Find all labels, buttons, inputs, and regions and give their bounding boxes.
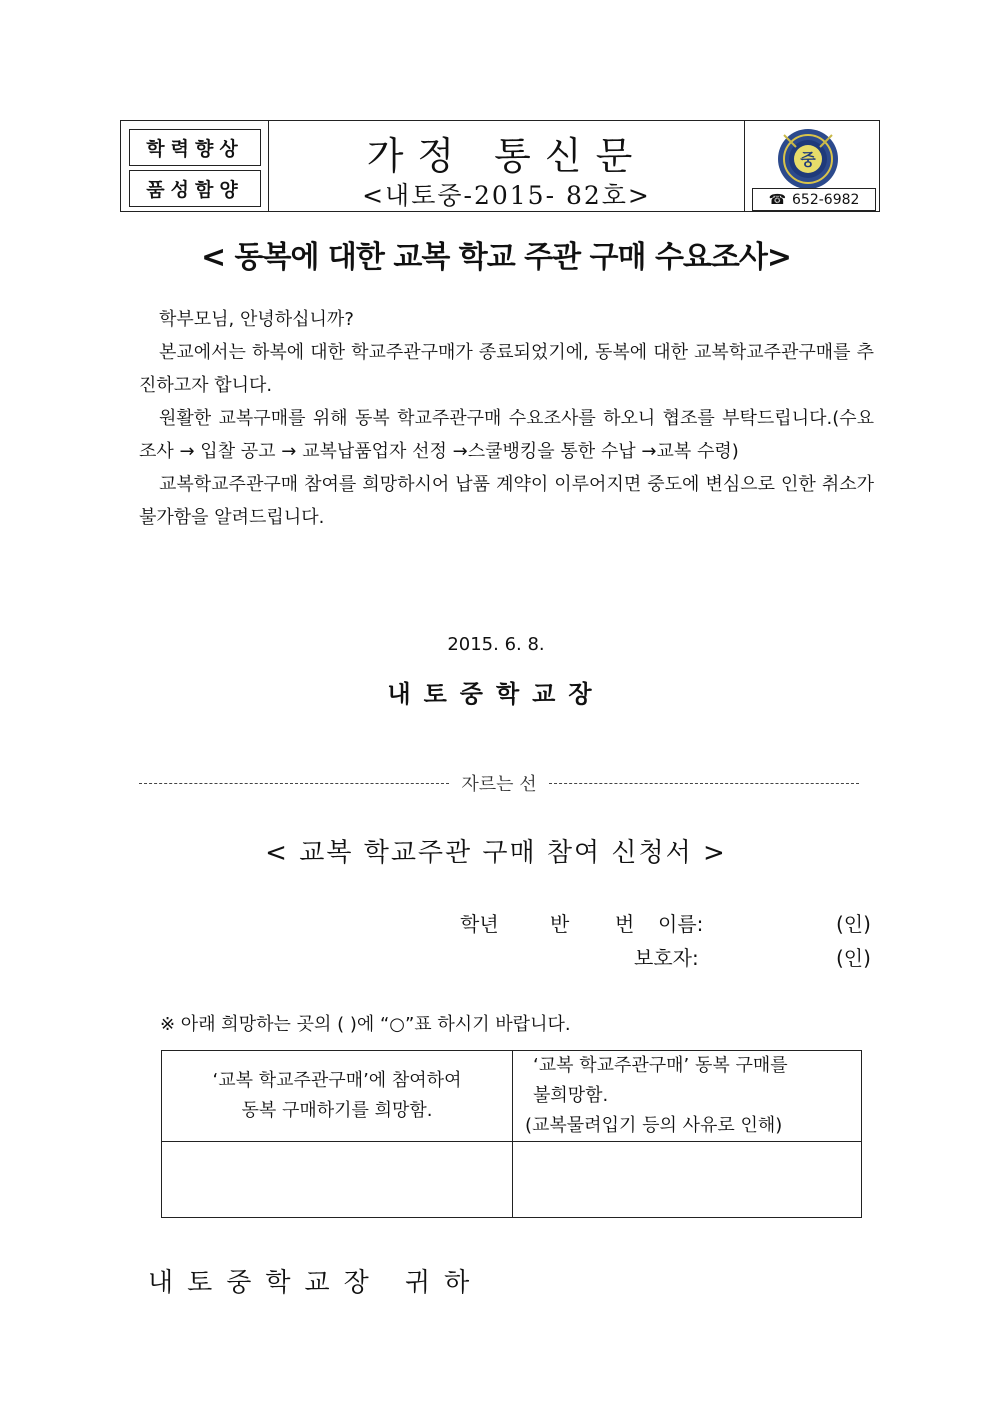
instruction-notice: ※ 아래 희망하는 곳의 ( )에 “○”표 하시기 바랍니다. — [160, 1014, 571, 1035]
dashed-line — [549, 783, 859, 784]
form-title: < 교복 학교주관 구매 참여 신청서 > — [265, 838, 727, 868]
school-emblem-logo — [776, 127, 840, 191]
seal-label: (인) — [836, 946, 871, 970]
decline-mark-cell[interactable] — [513, 1142, 862, 1218]
principal-signature: 내토중학교장 — [387, 680, 605, 708]
phone-number-box — [752, 188, 876, 211]
choice-table — [161, 1050, 862, 1218]
option-participate-header — [162, 1051, 513, 1142]
participate-mark-cell[interactable] — [162, 1142, 513, 1218]
telephone-icon: ☎ — [768, 191, 787, 208]
seal-label: (인) — [836, 912, 871, 936]
number-label: 번 — [615, 912, 635, 936]
grade-label: 학년 — [460, 912, 499, 936]
student-info-line — [460, 908, 874, 938]
logo-char: 중 — [800, 150, 816, 169]
option-text: 동복 구매하기를 희망함. — [241, 1100, 433, 1121]
option-text: ‘교복 학교주관구매’에 참여하여 — [212, 1070, 462, 1091]
paragraph: 교복학교주관구매 참여를 희망하시어 납품 계약이 이루어지면 중도에 변심으로 인한 취소가 불가함을 알려드립니다. — [139, 474, 874, 528]
paragraph: 원활한 교복구매를 위해 동복 학교주관구매 수요조사를 하오니 협조를 부탁드립니다.(수요조사 → 입찰 공고 → 교복납품업자 선정 →스쿨뱅킹을 통한 수납 →교복 수령) — [139, 408, 874, 462]
class-label: 반 — [550, 912, 570, 936]
paragraph: 본교에서는 하복에 대한 학교주관구매가 종료되었기에, 동복에 대한 교복학교주관구매를 추진하고자 합니다. — [139, 342, 874, 396]
addressee: 내토중학교장 귀하 — [148, 1268, 484, 1298]
motto-academic: 학력향상 — [129, 129, 261, 166]
phone-number: 652-6982 — [792, 191, 860, 208]
guardian-label: 보호자: — [634, 946, 699, 970]
option-text: (교복물려입기 등의 사유로 인해) — [525, 1115, 783, 1136]
guardian-info-line — [460, 942, 874, 972]
name-label: 이름: — [658, 912, 704, 936]
cut-line — [139, 770, 859, 796]
motto-character: 품성함양 — [129, 170, 261, 207]
document-title: 가정 통신문 — [366, 134, 647, 178]
option-text: 불희망함. — [533, 1085, 609, 1106]
dashed-line — [139, 783, 449, 784]
headline: < 동복에 대한 교복 학교 주관 구매 수요조사> — [200, 240, 792, 275]
letterhead — [120, 120, 880, 212]
cut-line-label: 자르는 선 — [461, 774, 537, 795]
option-text: ‘교복 학교주관구매’ 동복 구매를 — [533, 1055, 788, 1076]
divider — [744, 121, 745, 211]
issue-date: 2015. 6. 8. — [447, 634, 545, 655]
option-decline-header — [513, 1051, 862, 1142]
letter-body — [139, 303, 874, 534]
issue-number: <내토중-2015- 82호> — [362, 181, 651, 210]
greeting: 학부모님, 안녕하십니까? — [159, 309, 354, 330]
